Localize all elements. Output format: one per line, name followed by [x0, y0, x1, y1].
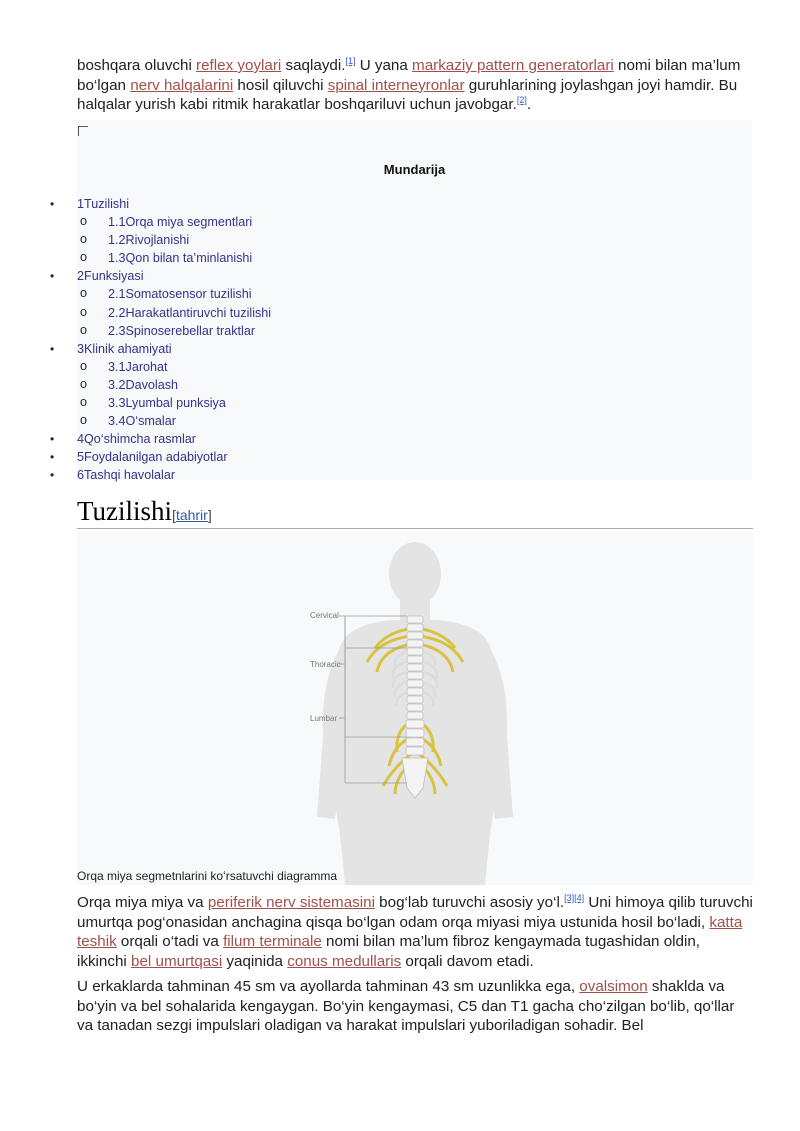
toc-item	[50, 322, 271, 340]
bullet-icon: •	[50, 468, 55, 483]
toc-link[interactable]	[77, 197, 129, 211]
toc-label: Foydalanilgan adabiyotlar	[84, 450, 228, 465]
toc-label: Rivojlanishi	[125, 233, 190, 248]
label-cervical: Cervical	[310, 611, 339, 620]
toc-label: Qon bilan ta’minlanishi	[125, 251, 253, 266]
link-reflex-yoylari[interactable]: reflex yoylari	[196, 57, 282, 74]
toc-item	[50, 249, 271, 267]
label-lumbar: Lumbar	[310, 714, 338, 723]
link-markaziy-pattern[interactable]: markaziy pattern generatorlari	[412, 57, 614, 74]
link-periferik-nerv[interactable]: periferik nerv sistemasini	[207, 894, 375, 911]
circle-bullet-icon: o	[80, 395, 88, 410]
intro-text-7: .	[526, 96, 532, 113]
link-bel-umurtqasi[interactable]: bel umurtqasi	[131, 952, 223, 970]
circle-bullet-icon: o	[80, 214, 88, 229]
toc-title: Mundarija	[383, 162, 446, 177]
ref-4[interactable]: [4]	[574, 892, 585, 903]
circle-bullet-icon: o	[80, 250, 88, 265]
spine-figure	[77, 532, 753, 885]
toc-number: 3.4	[108, 414, 126, 429]
bullet-icon: •	[50, 269, 55, 284]
toc-label: Spinoserebellar traktlar	[125, 323, 256, 338]
intro-text-6: guruhlarining joylashgan joyi hamdir. Bu halqalar yurish kabi ritmik harakatlar boshqariluvi uchun javobgar.	[77, 76, 738, 113]
toc-number: 1.1	[108, 215, 126, 230]
toc-item	[50, 466, 271, 484]
toc-item	[50, 285, 271, 303]
edit-bracket-open: [	[172, 507, 176, 523]
toc-number: 2	[77, 269, 85, 284]
toc-link[interactable]	[77, 450, 228, 464]
toc-link[interactable]	[108, 360, 168, 374]
p2-text-5: nomi bilan ma’lum fibroz kengaymada tugashidan oldin, ikkinchi	[77, 933, 701, 970]
intro-text-5: hosil qiluvchi	[233, 76, 328, 94]
toc-link[interactable]	[77, 468, 175, 482]
toc-number: 1.3	[108, 251, 126, 266]
intro-text-2: saqlaydi.	[281, 57, 346, 74]
toc-item	[50, 430, 271, 448]
circle-bullet-icon: o	[80, 304, 88, 319]
toc-label: Qo‘shimcha rasmlar	[84, 432, 196, 447]
section-title: Tuzilishi	[77, 496, 173, 526]
p2-text-4: orqali o‘tadi va	[116, 933, 224, 950]
p2-text-1: Orqa miya miya va	[77, 894, 208, 911]
toc-number: 3.2	[108, 377, 126, 392]
toc-number: 6	[77, 468, 85, 483]
toc-link[interactable]	[77, 342, 172, 356]
figure-caption: Orqa miya segmetnlarini koʻrsatuvchi diagramma	[77, 869, 338, 883]
toc-link[interactable]	[77, 269, 144, 283]
toc-label: Harakatlantiruvchi tuzilishi	[125, 305, 272, 320]
toc-item	[50, 448, 271, 466]
toc-number: 3.3	[108, 396, 126, 411]
toc-link[interactable]	[108, 287, 252, 301]
toc-label: Tashqi havolalar	[84, 468, 176, 483]
link-conus-medullaris[interactable]: conus medullaris	[287, 952, 402, 970]
toc-item	[50, 304, 271, 322]
toc-label: Davolash	[125, 377, 179, 392]
bullet-icon: •	[50, 341, 55, 356]
toc-item	[50, 213, 271, 231]
intro-paragraph	[77, 56, 753, 115]
toc-number: 2.2	[108, 305, 126, 320]
toc-toggle-icon[interactable]	[78, 126, 88, 136]
toc-link[interactable]	[108, 233, 189, 247]
ref-3[interactable]: [3]	[564, 892, 575, 903]
p3-text-1: U erkaklarda tahminan 45 sm va ayollarda tahminan 43 sm uzunlikka ega,	[77, 978, 580, 995]
toc-number: 2.3	[108, 323, 126, 338]
bullet-icon: •	[50, 432, 55, 447]
toc-item	[50, 376, 271, 394]
toc-link[interactable]	[108, 414, 176, 428]
bullet-icon: •	[50, 197, 55, 211]
toc-label: Jarohat	[125, 359, 168, 374]
intro-text-3: U yana	[355, 57, 413, 74]
toc-number: 1.2	[108, 233, 126, 248]
circle-bullet-icon: o	[80, 413, 88, 428]
toc-item	[50, 195, 271, 213]
label-thoracic: Thoracic	[310, 660, 341, 669]
link-ovalsimon[interactable]: ovalsimon	[579, 978, 648, 995]
toc-link[interactable]	[108, 324, 255, 338]
p2-text-6: yaqinida	[222, 952, 288, 970]
toc-link[interactable]	[108, 251, 252, 265]
p2-text-3: Uni himoya qilib turuvchi umurtqa pog‘onasidan anchagina qisqa bo‘lgan odam orqa miyasi miya ustunida hosil bo‘ladi,	[77, 894, 753, 931]
edit-link[interactable]: tahrir	[175, 507, 208, 523]
p3-text-2: shaklda va bo‘yin va bel sohalarida kengaygan. Bo‘yin kengaymasi, C5 dan T1 gacha cho‘zilgan bo‘lib, qo‘llar va tanadan sezgi impulslari oladigan va harakat impulslari yuboriladigan sohadir. Bel	[77, 978, 735, 1034]
circle-bullet-icon: o	[80, 376, 88, 391]
toc-number: 5	[77, 450, 85, 465]
bullet-icon: •	[50, 450, 55, 465]
section-heading	[77, 494, 753, 529]
toc-item	[50, 267, 271, 285]
ref-2[interactable]: [2]	[516, 94, 527, 105]
ref-1[interactable]: [1]	[345, 55, 356, 66]
paragraph-2	[77, 893, 753, 971]
edit-bracket-close: ]	[207, 507, 212, 523]
toc-label: O‘smalar	[125, 414, 176, 429]
link-spinal-interneyronlar[interactable]: spinal interneyronlar	[327, 76, 465, 94]
circle-bullet-icon: o	[80, 286, 88, 301]
toc-label: Somatosensor tuzilishi	[125, 287, 252, 302]
toc-link[interactable]	[108, 306, 271, 320]
toc-number: 3.1	[108, 359, 126, 374]
toc-item	[50, 358, 271, 376]
toc-link[interactable]	[77, 432, 196, 446]
toc-number: 2.1	[108, 287, 126, 302]
p2-text-7: orqali davom etadi.	[401, 952, 534, 970]
toc-link[interactable]	[108, 215, 252, 229]
circle-bullet-icon: o	[80, 358, 88, 373]
toc-item	[50, 340, 271, 358]
toc-number: 3	[77, 341, 85, 356]
link-katta-teshik[interactable]: katta teshik	[77, 913, 743, 950]
toc-list	[50, 195, 271, 485]
toc-item	[50, 394, 271, 412]
toc-item	[50, 412, 271, 430]
toc-link[interactable]	[108, 396, 226, 410]
toc-label: Tuzilishi	[84, 197, 130, 211]
spine-diagram[interactable]	[77, 532, 753, 885]
toc-number: 4	[77, 432, 85, 447]
toc-number: 1	[77, 197, 85, 211]
link-nerv-halqalarini[interactable]: nerv halqalarini	[130, 76, 234, 94]
toc-label: Funksiyasi	[84, 269, 144, 284]
toc-link[interactable]	[108, 378, 178, 392]
toc-item	[50, 231, 271, 249]
intro-text-1: boshqara oluvchi	[77, 57, 197, 74]
p2-text-2: bog‘lab turuvchi asosiy yo‘l.	[374, 894, 565, 911]
toc-label: Lyumbal punksiya	[125, 396, 226, 411]
intro-text-4: nomi bilan ma’lum bo‘lgan	[77, 57, 741, 94]
paragraph-3	[77, 977, 753, 1036]
section-edit	[172, 507, 212, 523]
toc-label: Orqa miya segmentlari	[125, 215, 253, 230]
circle-bullet-icon: o	[80, 232, 88, 247]
toc-label: Klinik ahamiyati	[84, 341, 172, 356]
link-filum-terminale[interactable]: filum terminale	[223, 933, 322, 950]
circle-bullet-icon: o	[80, 322, 88, 337]
table-of-contents	[50, 120, 752, 483]
